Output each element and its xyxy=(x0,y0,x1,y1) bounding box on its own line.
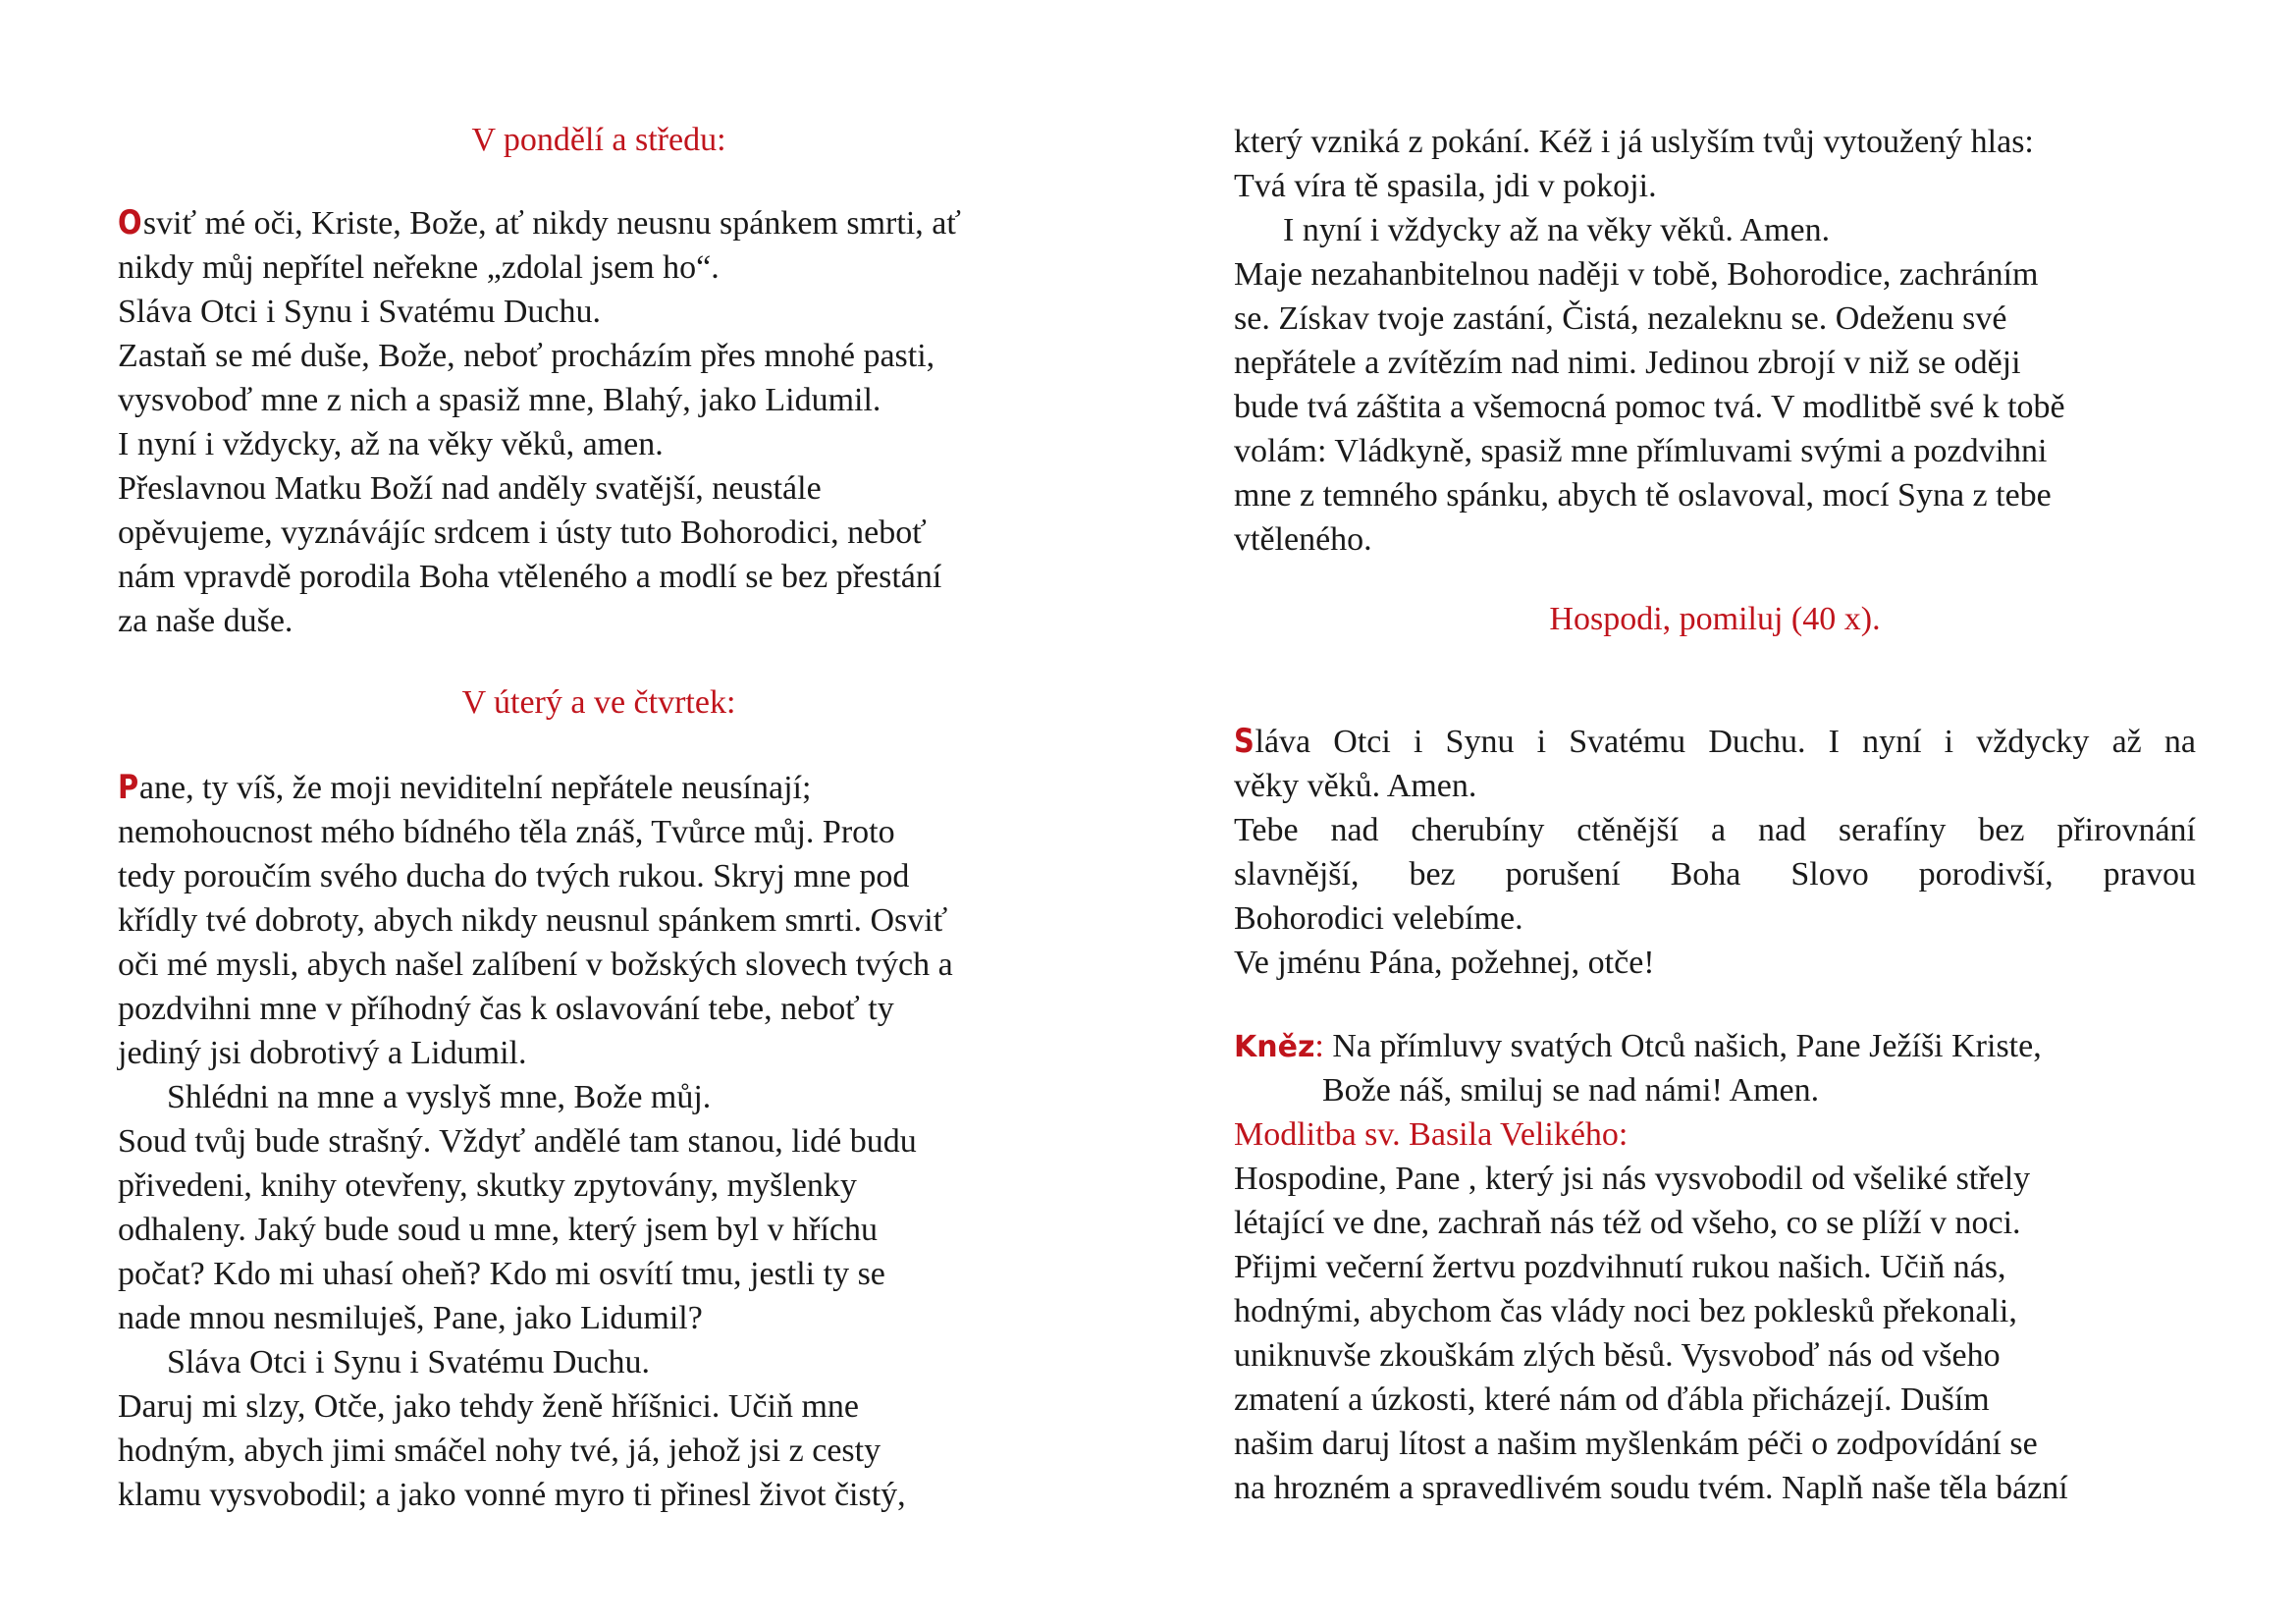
text-line: Bože náš, smiluj se nad námi! Amen. xyxy=(1322,1072,1820,1109)
text-line: nade mnou nesmiluješ, Pane, jako Lidumil? xyxy=(118,1300,703,1336)
text-line: Tvá víra tě spasila, jdi v pokoji. xyxy=(1234,168,1657,204)
text-line: počat? Kdo mi uhasí oheň? Kdo mi osvítí tmu, jestli ty se xyxy=(118,1256,885,1292)
text-line: našim daruj lítost a našim myšlenkám péči o zodpovídání se xyxy=(1234,1426,2038,1462)
drop-initial: O xyxy=(118,203,142,243)
text-line: Sláva Otci i Synu i Svatému Duchu. I nyní i vždycky až na xyxy=(1234,720,2196,764)
text-line: na hrozném a spravedlivém soudu tvém. Naplň naše těla bázní xyxy=(1234,1470,2068,1506)
text-line: volám: Vládkyně, spasiž mne přímluvami svými a pozdvihni xyxy=(1234,433,2048,469)
text-line: Shlédni na mne a vyslyš mne, Bože můj. xyxy=(167,1079,712,1115)
heading-monday-wednesday: V pondělí a středu: xyxy=(471,122,726,158)
text-line: oči mé mysli, abych našel zalíbení v božských slovech tvých a xyxy=(118,947,953,983)
text-line: který vzniká z pokání. Kéž i já uslyším tvůj vytoužený hlas: xyxy=(1234,124,2034,160)
text-line: Hospodine, Pane , který jsi nás vysvobodil od všeliké střely xyxy=(1234,1161,2031,1197)
text-line: Osviť mé oči, Kriste, Bože, ať nikdy neusnu spánkem smrti, ať xyxy=(118,201,961,245)
priest-line: Kněz: Na přímluvy svatých Otců našich, Pane Ježíši Kriste, xyxy=(1234,1028,2042,1064)
drop-initial: S xyxy=(1234,722,1255,761)
heading-basil-prayer: Modlitba sv. Basila Velikého: xyxy=(1234,1116,1629,1153)
heading-tuesday-thursday: V úterý a ve čtvrtek: xyxy=(461,684,736,721)
text-line: létající ve dne, zachraň nás též od všeho, co se plíží v noci. xyxy=(1234,1205,2021,1241)
text-line: Soud tvůj bude strašný. Vždyť andělé tam stanou, lidé budu xyxy=(118,1123,917,1160)
text-line: I nyní i vždycky až na věky věků. Amen. xyxy=(1283,212,1831,248)
text-line: vtěleného. xyxy=(1234,521,1372,558)
text-line: věky věků. Amen. xyxy=(1234,768,1477,804)
text-line: se. Získav tvoje zastání, Čistá, nezaleknu se. Odeženu své xyxy=(1234,300,2007,337)
text-line: Přeslavnou Matku Boží nad anděly svatější, neustále xyxy=(118,470,822,507)
text-line: Bohorodici velebíme. xyxy=(1234,900,1523,937)
text-line: zmatení a úzkosti, které nám od ďábla přicházejí. Duším xyxy=(1234,1381,1990,1418)
text-line: Sláva Otci i Synu i Svatému Duchu. xyxy=(118,294,602,330)
text-line: hodným, abych jimi smáčel nohy tvé, já, jehož jsi z cesty xyxy=(118,1433,881,1469)
text-line: jediný jsi dobrotivý a Lidumil. xyxy=(118,1035,527,1071)
text-line: nám vpravdě porodila Boha vtěleného a modlí se bez přestání xyxy=(118,559,942,595)
heading-hospodi-pomiluj: Hospodi, pomiluj (40 x). xyxy=(1549,601,1881,637)
text-line: Zastaň se mé duše, Bože, neboť procházím přes mnohé pasti, xyxy=(118,338,935,374)
text-line: křídly tvé dobroty, abych nikdy neusnul spánkem smrti. Osviť xyxy=(118,902,948,939)
text-line: Tebe nad cherubíny ctěnější a nad serafíny bez přirovnání xyxy=(1234,812,2196,848)
text-line: opěvujeme, vyznávájíc srdcem i ústy tuto Bohorodici, neboť xyxy=(118,514,927,551)
text-line: nikdy můj nepřítel neřekne „zdolal jsem ho“. xyxy=(118,249,720,286)
text-line: Sláva Otci i Synu i Svatému Duchu. xyxy=(167,1344,651,1380)
text-line: tedy poroučím svého ducha do tvých rukou. Skryj mne pod xyxy=(118,858,910,894)
text-line: odhaleny. Jaký bude soud u mne, který jsem byl v hříchu xyxy=(118,1212,878,1248)
text-line: Daruj mi slzy, Otče, jako tehdy ženě hříšnici. Učiň mne xyxy=(118,1388,860,1425)
text-line: Maje nezahanbitelnou naději v tobě, Bohorodice, zachráním xyxy=(1234,256,2039,293)
text-line: nemohoucnost mého bídného těla znáš, Tvůrce můj. Proto xyxy=(118,814,895,850)
text-line: klamu vysvobodil; a jako vonné myro ti přinesl život čistý, xyxy=(118,1477,906,1513)
text-line: za naše duše. xyxy=(118,603,294,639)
text-line: uniknuvše zkouškám zlých běsů. Vysvoboď nás od všeho xyxy=(1234,1337,2001,1374)
text-line: Pane, ty víš, že moji neviditelní nepřátele neusínají; xyxy=(118,766,811,810)
text-line: vysvoboď mne z nich a spasiž mne, Blahý, jako Lidumil. xyxy=(118,382,881,418)
text-line: mne z temného spánku, abych tě oslavoval, mocí Syna z tebe xyxy=(1234,477,2052,514)
text-line: hodnými, abychom čas vlády noci bez poklesků překonali, xyxy=(1234,1293,2017,1329)
text-line: přivedeni, knihy otevřeny, skutky zpytovány, myšlenky xyxy=(118,1167,857,1204)
text-line: Ve jménu Pána, požehnej, otče! xyxy=(1234,945,1655,981)
priest-label: Kněz xyxy=(1234,1030,1315,1064)
text-line: pozdvihni mne v příhodný čas k oslavování tebe, neboť ty xyxy=(118,991,894,1027)
text-line: bude tvá záštita a všemocná pomoc tvá. V modlitbě své k tobě xyxy=(1234,389,2065,425)
text-line: nepřátele a zvítězím nad nimi. Jedinou zbrojí v niž se oději xyxy=(1234,345,2021,381)
drop-initial: P xyxy=(118,768,139,807)
text-line: Přijmi večerní žertvu pozdvihnutí rukou našich. Učiň nás, xyxy=(1234,1249,2006,1285)
text-line: slavnější, bez porušení Boha Slovo porodivší, pravou xyxy=(1234,856,2196,893)
text-line: I nyní i vždycky, až na věky věků, amen. xyxy=(118,426,664,462)
